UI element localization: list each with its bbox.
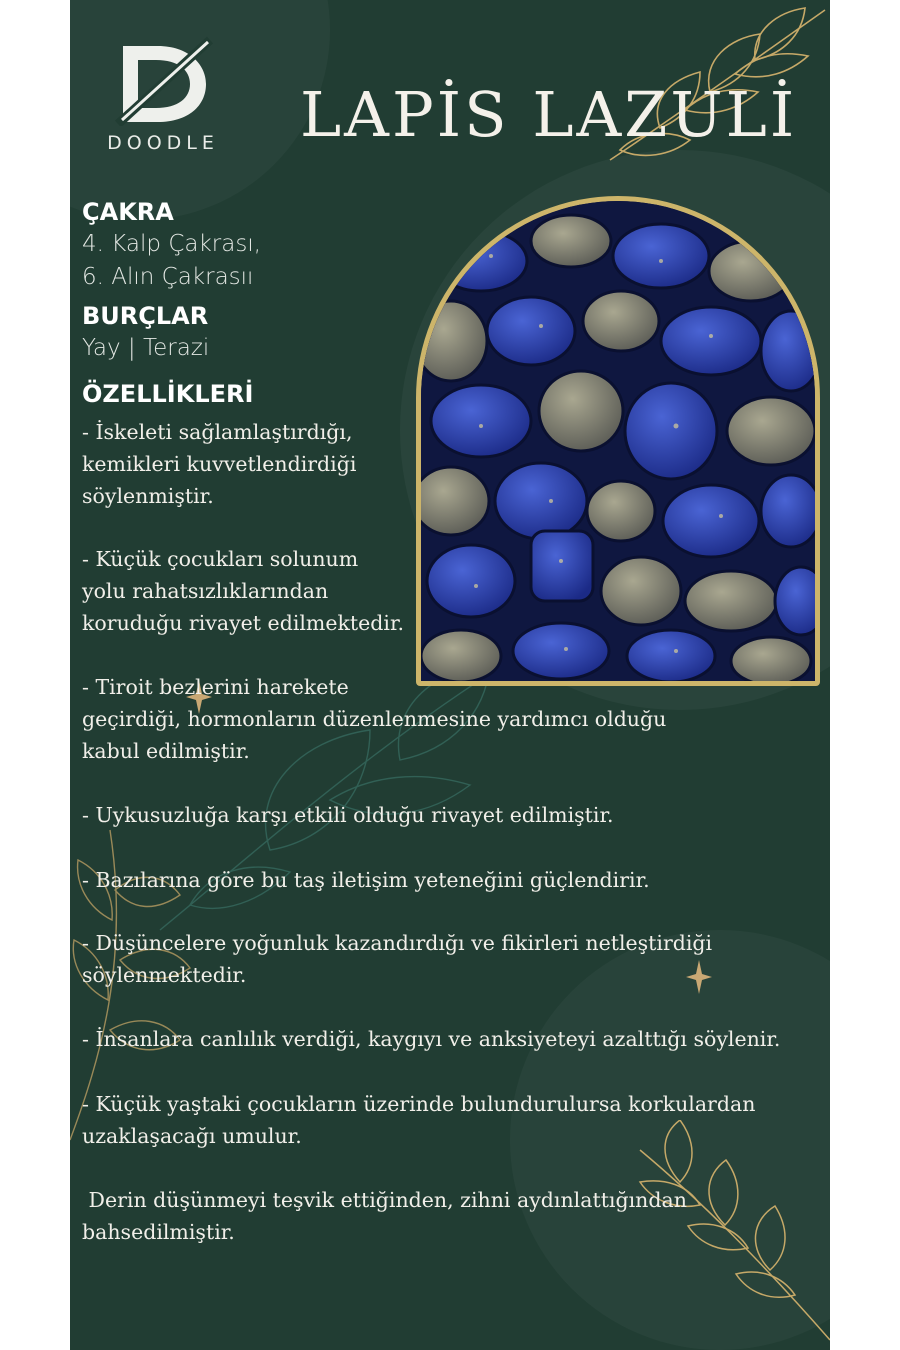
burclar-heading: BURÇLAR [82,302,209,330]
cakra-line-1: 4. Kalp Çakrası, [82,231,262,257]
cakra-heading: ÇAKRA [82,198,174,226]
property-item: - İnsanlara canlılık verdiği, kaygıyı ve anksiyeteyi azalttığı söylenir. [82,1027,781,1051]
property-item: - Küçük çocukları solunum yolu rahatsızlıklarından koruduğu rivayet edilmektedir. [82,547,405,635]
property-item: - Tiroit bezlerini harekete geçirdiği, hormonların düzenlenmesine yardımcı olduğu kabul edilmiştir. [82,675,667,763]
lapis-stones-image-frame [416,196,820,686]
property-item: Derin düşünmeyi teşvik ettiğinden, zihni aydınlattığından bahsedilmiştir. [82,1188,687,1244]
property-item: - Bazılarına göre bu taş iletişim yeteneğini güçlendirir. [82,868,650,892]
property-item: - Uykusuzluğa karşı etkili olduğu rivayet edilmiştir. [82,803,614,827]
brand-logo [98,36,228,154]
doodle-d-logo-icon [98,36,228,126]
ozellikler-heading: ÖZELLİKLERİ [82,380,254,408]
product-card [70,0,830,1350]
page-title: LAPİS LAZULİ [300,78,798,151]
property-item: - Düşüncelere yoğunluk kazandırdığı ve fikirleri netleştirdiği söylenmektedir. [82,931,713,987]
burclar-value: Yay | Terazi [82,335,210,361]
property-item: - İskeleti sağlamlaştırdığı, kemikleri kuvvetlendirdiği söylenmiştir. [82,420,357,508]
brand-name: DOODLE [107,132,219,154]
property-item: - Küçük yaştaki çocukların üzerinde bulundurulursa korkulardan uzaklaşacağı umulur. [82,1092,756,1148]
lapis-lazuli-stones-photo [421,201,815,681]
cakra-line-2: 6. Alın Çakrasıı [82,264,254,290]
